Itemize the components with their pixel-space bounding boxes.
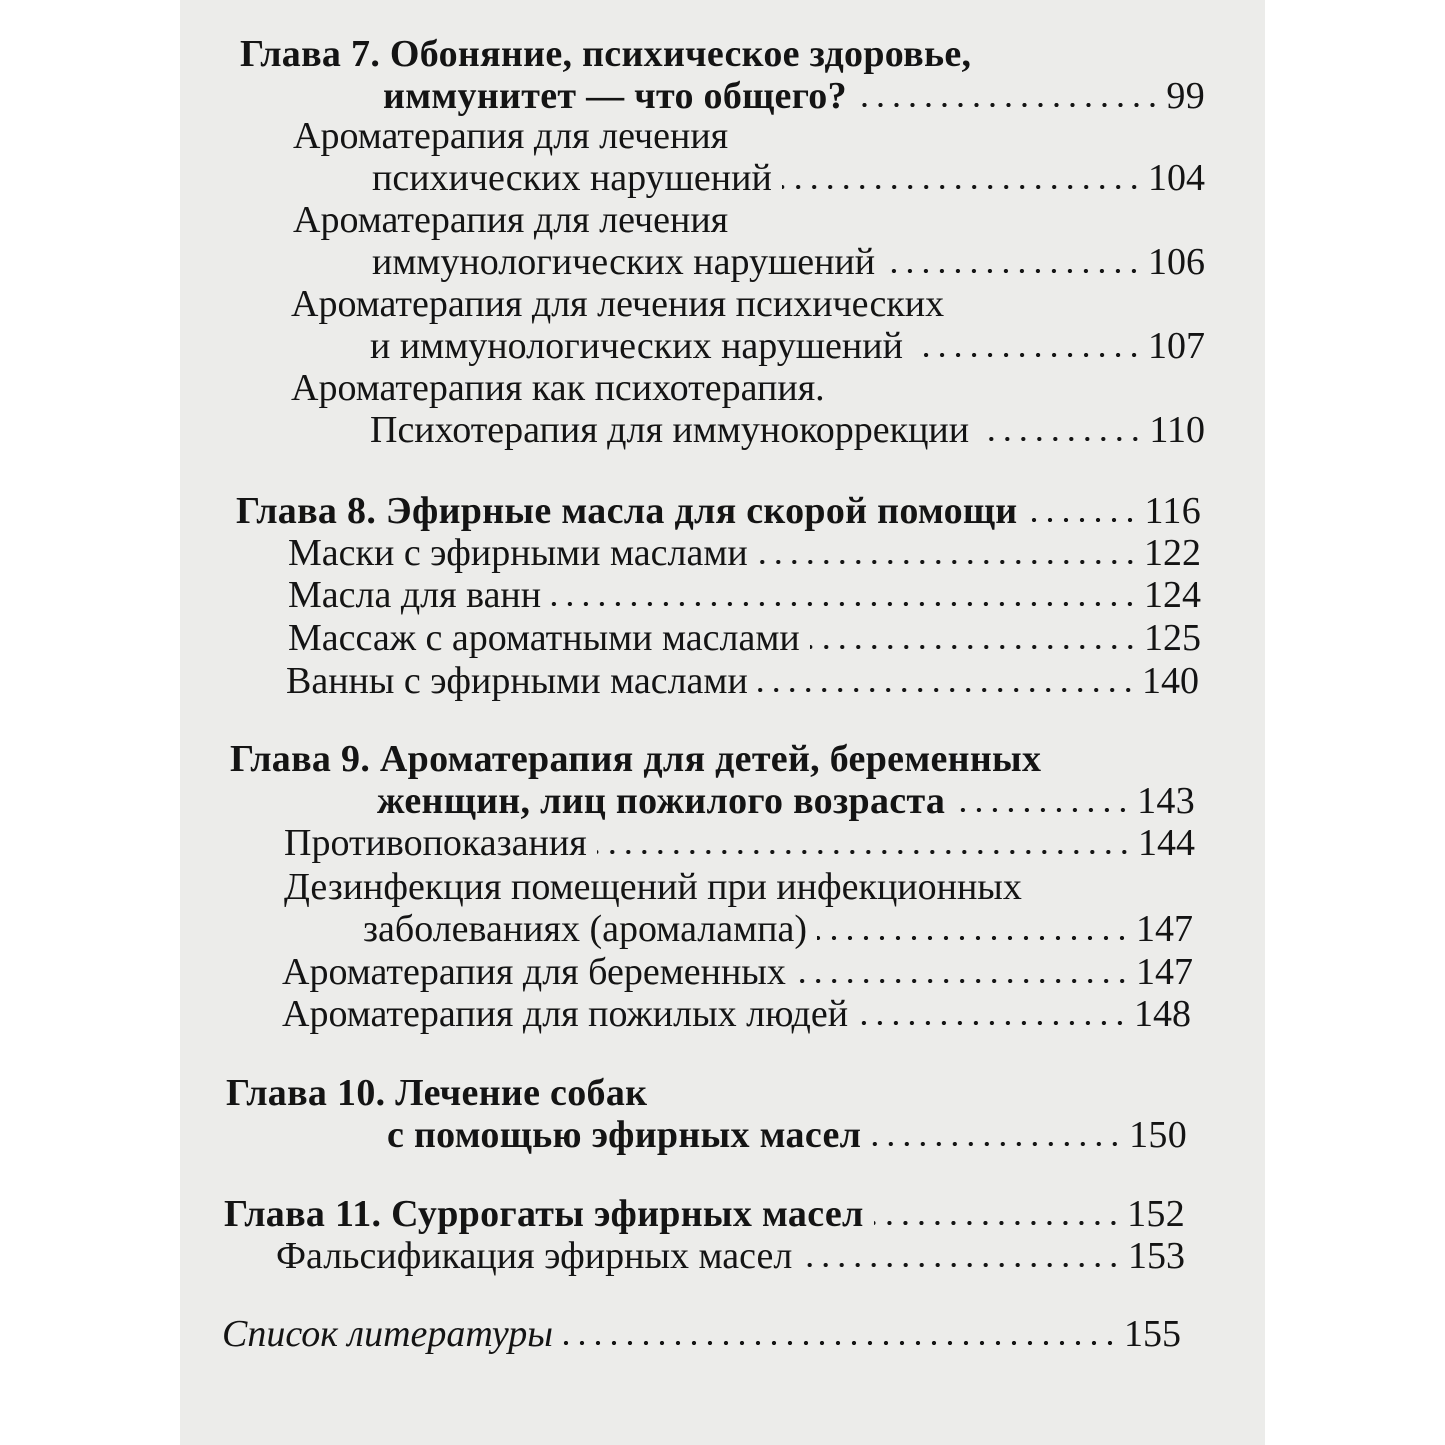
page-number: 153	[1128, 1235, 1185, 1277]
toc-leader-line	[372, 241, 1205, 283]
page-number: 147	[1136, 908, 1193, 950]
dot-leader	[563, 1341, 1118, 1345]
dot-leader	[979, 437, 1143, 441]
section-title: Массаж с ароматными маслами	[288, 617, 800, 659]
chapter-title-line2: иммунитет — что общего?	[383, 75, 847, 117]
dot-leader	[1027, 518, 1138, 522]
page-number: 104	[1148, 157, 1205, 199]
dot-leader	[817, 936, 1130, 940]
toc-leader-line	[282, 993, 1191, 1035]
toc-leader-line	[222, 1313, 1181, 1355]
section-title-line2: психических нарушений	[372, 157, 772, 199]
page-number: 143	[1137, 780, 1195, 822]
dot-leader	[597, 850, 1132, 854]
section-title: Маски с эфирными маслами	[288, 532, 748, 574]
dot-leader	[871, 1142, 1123, 1146]
page-number: 110	[1149, 409, 1205, 451]
dot-leader	[796, 979, 1130, 983]
section-title-line2: заболеваниях (аромалампа)	[363, 908, 808, 950]
toc-leader-line	[370, 325, 1205, 367]
toc-leader-line	[363, 908, 1193, 950]
section-title-line1: Ароматерапия для лечения психических	[291, 283, 945, 325]
dot-leader	[955, 808, 1131, 812]
toc-leader-line	[288, 574, 1201, 616]
section-title: Ароматерапия для пожилых людей	[282, 993, 849, 1035]
toc-leader-line	[236, 490, 1201, 532]
page-number: 152	[1127, 1193, 1185, 1235]
page-number: 140	[1142, 660, 1199, 702]
section-title-line2: иммунологических нарушений	[372, 241, 876, 283]
section-title-line1: Ароматерапия для лечения	[293, 199, 729, 241]
dot-leader	[913, 353, 1142, 357]
section-title: Противопоказания	[284, 822, 587, 864]
book-page	[180, 0, 1265, 1445]
dot-leader	[885, 269, 1142, 273]
toc-leader-line	[276, 1235, 1185, 1277]
dot-leader	[858, 1021, 1128, 1025]
toc-leader-line	[284, 822, 1195, 864]
toc-leader-line	[372, 157, 1205, 199]
dot-leader	[802, 1263, 1122, 1267]
bibliography-title: Список литературы	[222, 1313, 554, 1355]
section-title-line2: Психотерапия для иммунокоррекции	[370, 409, 970, 451]
toc-leader-line	[383, 75, 1205, 117]
section-title-line2: и иммунологических нарушений	[370, 325, 903, 367]
toc-leader-line	[377, 780, 1195, 822]
chapter-title: Глава 11. Суррогаты эфирных масел	[224, 1193, 864, 1235]
page-number: 122	[1144, 532, 1201, 574]
chapter-title-line1: Глава 7. Обоняние, психическое здоровье,	[240, 33, 972, 75]
dot-leader	[758, 688, 1136, 692]
chapter-title-line2: с помощью эфирных масел	[387, 1114, 862, 1156]
chapter-title-line2: женщин, лиц пожилого возраста	[377, 780, 946, 822]
page-number: 155	[1124, 1313, 1181, 1355]
dot-leader	[857, 103, 1160, 107]
chapter-title-line1: Глава 9. Ароматерапия для детей, беременных	[230, 738, 1042, 780]
section-title: Ароматерапия для беременных	[282, 951, 786, 993]
page-number: 116	[1144, 490, 1201, 532]
dot-leader	[758, 560, 1138, 564]
page-number: 124	[1144, 574, 1201, 616]
dot-leader	[782, 185, 1142, 189]
section-title-line1: Ароматерапия для лечения	[293, 115, 729, 157]
section-title-line1: Ароматерапия как психотерапия.	[291, 367, 825, 409]
dot-leader	[551, 602, 1138, 606]
page-number: 99	[1166, 75, 1205, 117]
section-title: Масла для ванн	[288, 574, 542, 616]
page-number: 148	[1134, 993, 1191, 1035]
toc-leader-line	[370, 409, 1205, 451]
page-number: 107	[1148, 325, 1205, 367]
chapter-title-line1: Глава 10. Лечение собак	[226, 1072, 648, 1114]
toc-leader-line	[282, 951, 1193, 993]
toc-leader-line	[224, 1193, 1185, 1235]
chapter-title: Глава 8. Эфирные масла для скорой помощи	[236, 490, 1018, 532]
page-number: 147	[1136, 951, 1193, 993]
dot-leader	[874, 1221, 1121, 1225]
page-number: 144	[1138, 822, 1195, 864]
section-title: Фальсификация эфирных масел	[276, 1235, 793, 1277]
page-number: 106	[1148, 241, 1205, 283]
dot-leader	[810, 645, 1138, 649]
section-title-line1: Дезинфекция помещений при инфекционных	[284, 866, 1022, 908]
toc-leader-line	[288, 532, 1201, 574]
toc-leader-line	[288, 617, 1201, 659]
page-number: 150	[1129, 1114, 1187, 1156]
toc-leader-line	[387, 1114, 1187, 1156]
toc-leader-line	[286, 660, 1199, 702]
page-number: 125	[1144, 617, 1201, 659]
section-title: Ванны с эфирными маслами	[286, 660, 748, 702]
